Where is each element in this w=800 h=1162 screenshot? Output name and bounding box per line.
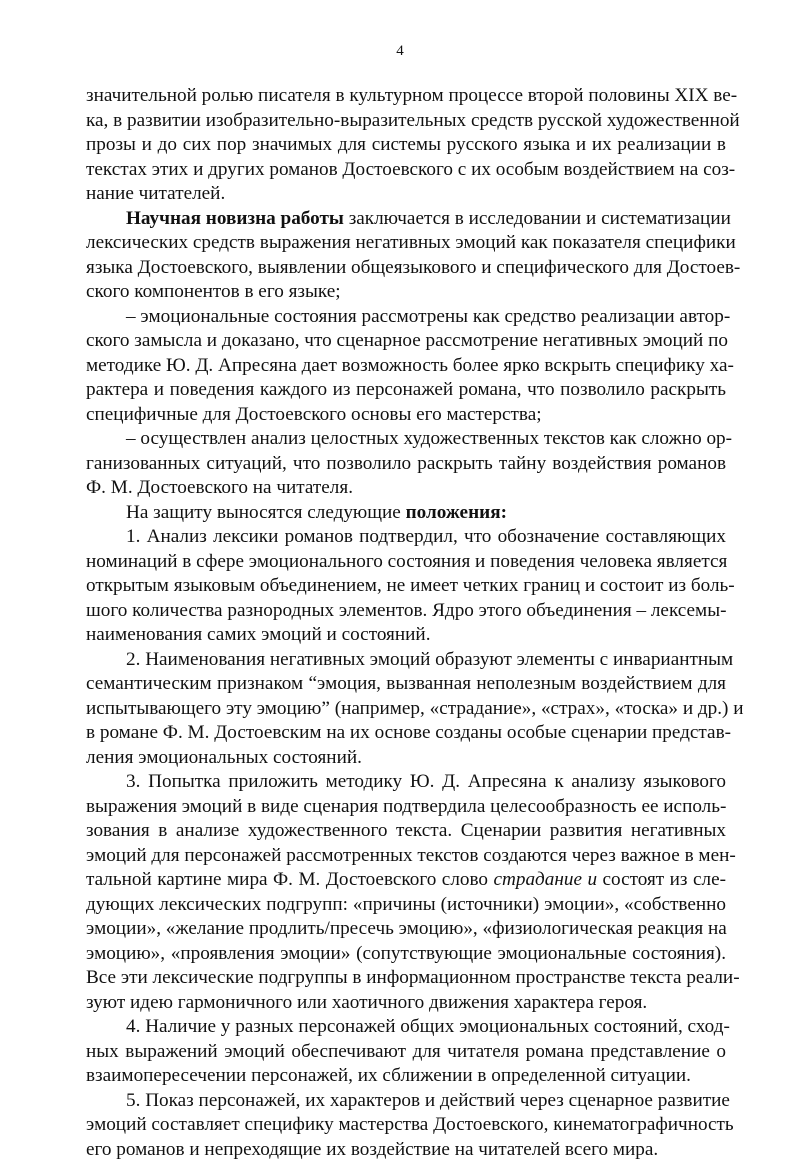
text-run: нание читателей.: [86, 183, 225, 204]
text-line: [86, 280, 726, 305]
text-run: шого количества разнородных элементов. Ядро этого объединения – лексемы-: [86, 600, 726, 621]
text-line: [86, 207, 726, 232]
text-line: [86, 672, 726, 697]
text-run: испытывающего эту эмоцию” (например, «страдание», «страх», «тоска» и др.) и: [86, 698, 744, 719]
text-run: зуют идею гармоничного или хаотичного движения характера героя.: [86, 992, 647, 1013]
text-run: 2. Наименования негативных эмоций образуют элементы с инвариантным: [126, 649, 733, 670]
text-run: ганизованных ситуаций, что позволило раскрыть тайну воздействия романов: [86, 453, 726, 474]
text-line: [86, 623, 726, 648]
text-run: значительной ролью писателя в культурном процессе второй половины XIX ве-: [86, 85, 737, 106]
text-run: языка Достоевского, выявлении общеязыкового и специфического для Достоев-: [86, 257, 740, 278]
text-run: эмоций составляет специфику мастерства Достоевского, кинематографичность: [86, 1114, 734, 1135]
text-line: [86, 256, 726, 281]
text-run: тальной картине мира Ф. М. Достоевского слово: [86, 869, 493, 890]
text-run: семантическим признаком “эмоция, вызванная неполезным воздействием для: [86, 673, 726, 694]
text-line: [86, 819, 726, 844]
text-line: [86, 550, 726, 575]
text-run: методике Ю. Д. Апресяна дает возможность более ярко вскрыть специфику ха-: [86, 355, 734, 376]
text-run: его романов и непреходящие их воздействие на читателей всего мира.: [86, 1139, 658, 1160]
text-run: зования в анализе художественного текста. Сценарии развития негативных: [86, 820, 726, 841]
text-run: ка, в развитии изобразительно-выразительных средств русской художественной: [86, 110, 740, 131]
text-run: выражения эмоций в виде сценария подтвердила целесообразность ее исполь-: [86, 796, 726, 817]
text-line: [86, 1089, 726, 1114]
text-line: [86, 476, 726, 501]
paragraph: [86, 501, 726, 526]
text-line: [86, 697, 726, 722]
text-line: [86, 966, 726, 991]
text-line: [86, 305, 726, 330]
text-line: [86, 868, 726, 893]
text-run: ления эмоциональных состояний.: [86, 747, 362, 768]
text-line: [86, 1138, 726, 1162]
text-line: [86, 844, 726, 869]
paragraph: [86, 1089, 726, 1162]
text-run: текстах этих и других романов Достоевского с их особым воздействием на соз-: [86, 159, 735, 180]
text-line: [86, 991, 726, 1016]
paragraph: [86, 305, 726, 428]
paragraph: [86, 648, 726, 771]
text-line: [86, 182, 726, 207]
text-line: [86, 1064, 726, 1089]
bold-text: положения:: [406, 502, 507, 523]
text-line: [86, 1040, 726, 1065]
text-run: в романе Ф. М. Достоевским на их основе созданы особые сценарии представ-: [86, 722, 731, 743]
text-line: [86, 378, 726, 403]
text-line: [86, 917, 726, 942]
text-line: [86, 354, 726, 379]
text-run: Ф. М. Достоевского на читателя.: [86, 477, 353, 498]
text-run: эмоции», «желание продлить/пресечь эмоцию», «физиологическая реакция на: [86, 918, 727, 939]
text-run: ского компонентов в его языке;: [86, 281, 341, 302]
text-run: ных выражений эмоций обеспечивают для читателя романа представление о: [86, 1041, 726, 1062]
text-line: [86, 746, 726, 771]
text-run: 4. Наличие у разных персонажей общих эмоциональных состояний, сход-: [126, 1016, 730, 1037]
text-line: [86, 1015, 726, 1040]
paragraph: [86, 1015, 726, 1089]
text-run: эмоций для персонажей рассмотренных текстов создаются через важное в мен-: [86, 845, 736, 866]
text-run: 5. Показ персонажей, их характеров и действий через сценарное развитие: [126, 1090, 730, 1111]
text-run: состоят из сле-: [597, 869, 726, 890]
text-run: лексических средств выражения негативных эмоций как показателя специфики: [86, 232, 736, 253]
text-run: дующих лексических подгрупп: «причины (источники) эмоции», «собственно: [86, 894, 726, 915]
text-line: [86, 427, 726, 452]
text-line: [86, 721, 726, 746]
text-line: [86, 403, 726, 428]
text-line: [86, 133, 726, 158]
text-line: [86, 599, 726, 624]
text-run: эмоцию», «проявления эмоции» (сопутствующие эмоциональные состояния).: [86, 943, 726, 964]
text-run: – осуществлен анализ целостных художественных текстов как сложно ор-: [126, 428, 732, 449]
text-line: [86, 770, 726, 795]
text-line: [86, 158, 726, 183]
text-line: [86, 648, 726, 673]
text-line: [86, 574, 726, 599]
text-line: [86, 525, 726, 550]
text-run: наименования самих эмоций и состояний.: [86, 624, 431, 645]
paragraph: [86, 525, 726, 648]
text-run: рактера и поведения каждого из персонажей романа, что позволило раскрыть: [86, 379, 726, 400]
text-line: [86, 452, 726, 477]
text-line: [86, 109, 726, 134]
text-run: открытым языковым объединением, не имеет четких границ и состоит из боль-: [86, 575, 735, 596]
text-run: На защиту выносятся следующие: [126, 502, 406, 523]
paragraph: [86, 84, 726, 207]
text-run: – эмоциональные состояния рассмотрены как средство реализации автор-: [126, 306, 730, 327]
text-run: 1. Анализ лексики романов подтвердил, что обозначение составляющих: [126, 526, 726, 547]
text-line: [86, 329, 726, 354]
text-line: [86, 942, 726, 967]
text-run: 3. Попытка приложить методику Ю. Д. Апресяна к анализу языкового: [126, 771, 726, 792]
text-line: [86, 893, 726, 918]
text-run: специфичные для Достоевского основы его мастерства;: [86, 404, 542, 425]
italic-text: страдание и: [493, 869, 597, 890]
bold-text: Научная новизна работы: [126, 208, 344, 229]
text-run: номинаций в сфере эмоционального состояния и поведения человека является: [86, 551, 727, 572]
text-run: Все эти лексические подгруппы в информационном пространстве текста реали-: [86, 967, 740, 988]
text-line: [86, 795, 726, 820]
text-line: [86, 1113, 726, 1138]
text-line: [86, 501, 726, 526]
text-run: прозы и до сих пор значимых для системы русского языка и их реализации в: [86, 134, 726, 155]
text-run: ского замысла и доказано, что сценарное рассмотрение негативных эмоций по: [86, 330, 728, 351]
paragraph: [86, 770, 726, 1015]
paragraph: [86, 427, 726, 501]
text-line: [86, 231, 726, 256]
body-text: [86, 84, 726, 1162]
text-run: взаимопересечении персонажей, их сближении в определенной ситуации.: [86, 1065, 691, 1086]
text-line: [86, 84, 726, 109]
text-run: заключается в исследовании и систематизации: [344, 208, 731, 229]
paragraph: [86, 207, 726, 305]
page-number: 4: [0, 43, 800, 60]
